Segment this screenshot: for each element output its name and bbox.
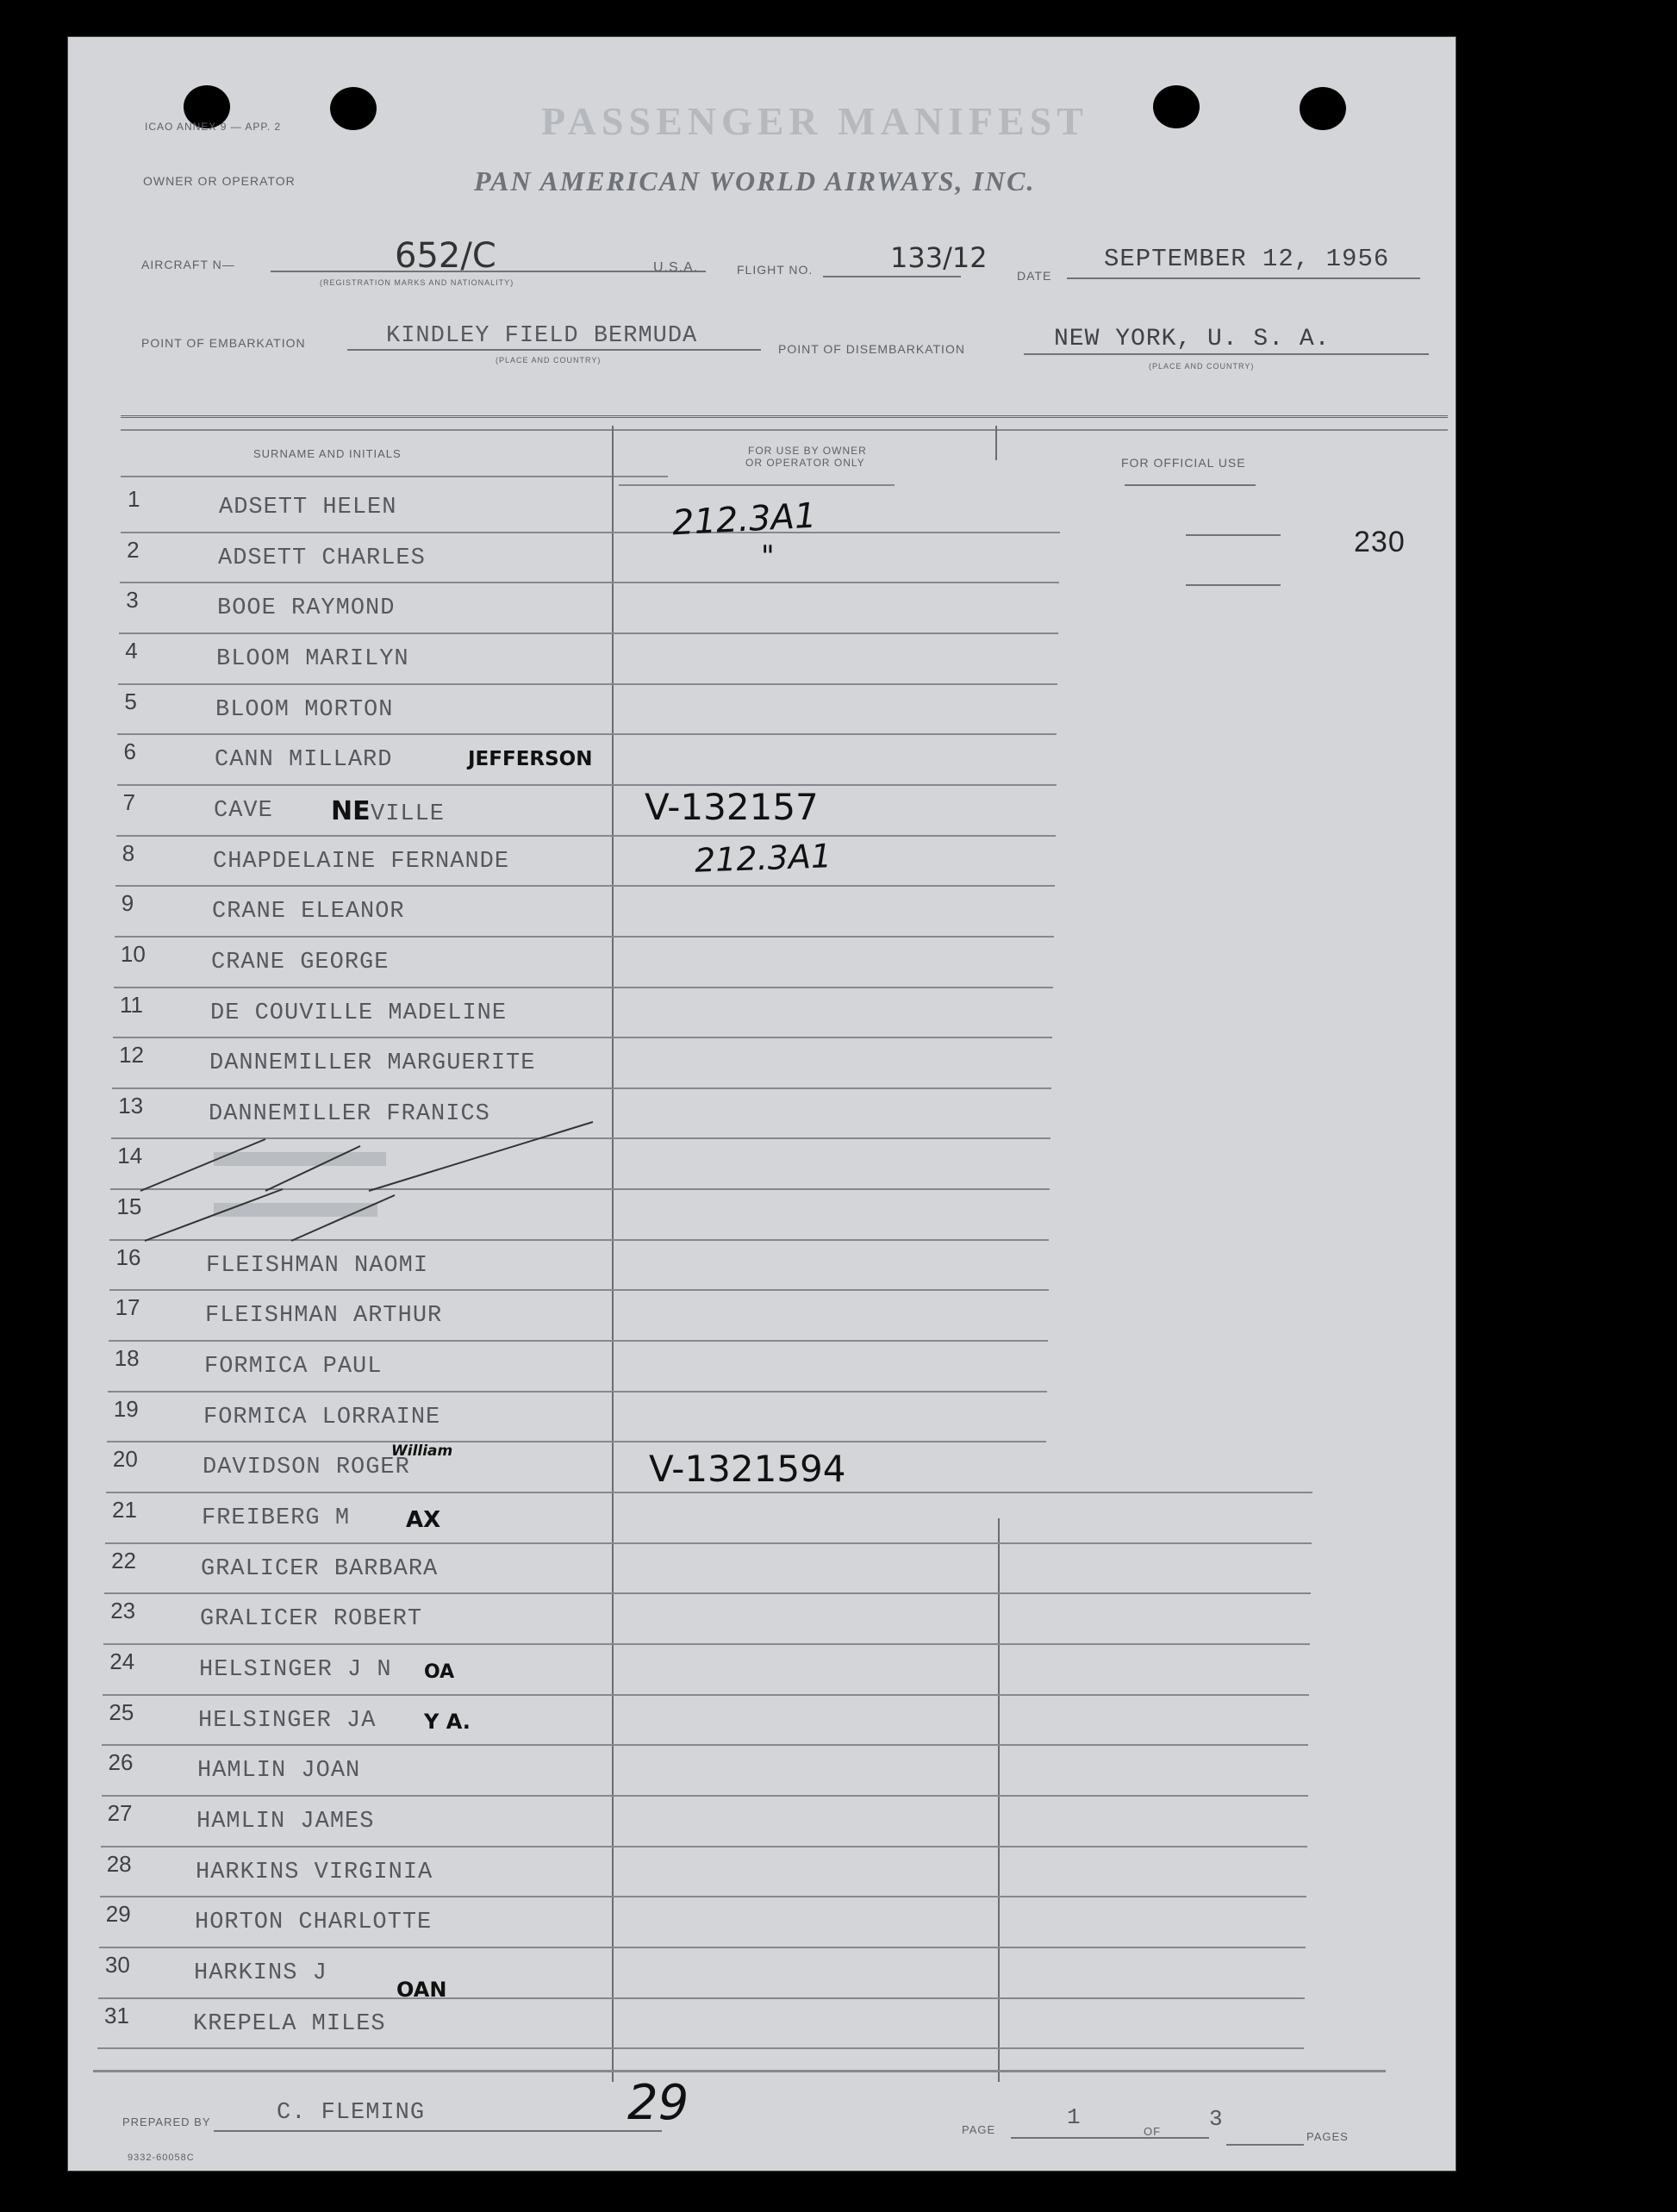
disembark-value: NEW YORK, U. S. A.: [1054, 326, 1331, 352]
passenger-name: BLOOM MORTON: [215, 696, 394, 723]
row-number: 4: [125, 637, 138, 664]
embark-caption: (PLACE AND COUNTRY): [496, 356, 602, 365]
handwritten-note-row7: V-132157: [645, 786, 819, 828]
row-rule: [100, 1896, 1306, 1897]
row-number: 5: [124, 688, 137, 714]
date-value: SEPTEMBER 12, 1956: [1104, 245, 1390, 273]
crossed-out-entries: [93, 1113, 627, 1243]
row-number: 29: [105, 1901, 131, 1928]
row-number: 23: [110, 1598, 136, 1624]
col-surname: SURNAME AND INITIALS: [253, 447, 402, 460]
handwritten-correction-row25: Y A.: [424, 1710, 471, 1734]
row-rule: [109, 1340, 1048, 1342]
row-number: 21: [112, 1497, 137, 1523]
flight-label: FLIGHT NO.: [737, 263, 814, 277]
disembark-caption: (PLACE AND COUNTRY): [1149, 362, 1255, 371]
handwritten-middle-name-row6: JEFFERSON: [468, 748, 593, 770]
passenger-name: ADSETT HELEN: [219, 495, 397, 520]
page-value: 1: [1067, 2104, 1082, 2130]
owner-label: OWNER OR OPERATOR: [143, 174, 296, 188]
row-number: 1: [128, 486, 140, 512]
row-number: 9: [121, 890, 134, 917]
handwritten-correction-row30: OAN: [396, 1978, 447, 2002]
erased-name: [214, 1152, 386, 1166]
row-number: 30: [104, 1951, 130, 1978]
disembark-label: POINT OF DISEMBARKATION: [778, 342, 965, 356]
row-number: 18: [114, 1345, 140, 1372]
aircraft-label: AIRCRAFT N—: [141, 258, 235, 271]
passenger-name: CRANE ELEANOR: [212, 899, 405, 925]
row-number: 10: [120, 940, 146, 967]
row-number: 12: [119, 1042, 145, 1069]
form-code: ICAO ANNEX 9 — APP. 2: [145, 121, 282, 133]
passenger-name: FORMICA LORRAINE: [203, 1404, 441, 1430]
row-number: 27: [107, 1799, 133, 1826]
row-rule: [117, 784, 1057, 786]
row-rule: [116, 835, 1056, 837]
page-label: PAGE: [962, 2123, 996, 2136]
passenger-name: FORMICA PAUL: [204, 1354, 383, 1380]
row-rule: [121, 532, 1060, 533]
row-rule: [120, 582, 1059, 583]
row-rule: [113, 1037, 1052, 1038]
row-number: 22: [111, 1547, 137, 1573]
row-number: 31: [104, 2002, 129, 2028]
passenger-name: HARKINS J: [194, 1960, 327, 1986]
passenger-name: HARKINS VIRGINIA: [196, 1859, 433, 1885]
passenger-name: DANNEMILLER MARGUERITE: [209, 1050, 536, 1077]
row-rule: [119, 632, 1058, 634]
row-rule: [106, 1492, 1312, 1493]
handwritten-over-row20: William: [391, 1442, 453, 1460]
date-label: DATE: [1017, 269, 1052, 283]
col-official: FOR OFFICIAL USE: [1121, 456, 1246, 470]
row-number: 2: [127, 536, 140, 563]
passenger-name: BOOE RAYMOND: [217, 595, 396, 622]
row-rule: [104, 1592, 1311, 1594]
row-rule: [102, 1795, 1308, 1797]
punch-hole: [330, 87, 377, 130]
row-number: 28: [106, 1850, 132, 1877]
passenger-name: DE COUVILLE MADELINE: [210, 1000, 508, 1026]
row-number: 7: [122, 788, 136, 815]
row-number: 14: [117, 1143, 143, 1169]
row-number: 24: [109, 1648, 135, 1674]
row-number: 11: [120, 991, 143, 1018]
embark-label: POINT OF EMBARKATION: [141, 336, 306, 350]
row-rule: [101, 1846, 1307, 1847]
row-number: 16: [115, 1243, 141, 1270]
row-rule: [103, 1643, 1310, 1645]
aircraft-value: 652/C: [395, 236, 496, 276]
handwritten-note-row8: 212.3A1: [694, 837, 832, 880]
passenger-name: HELSINGER J N: [199, 1656, 392, 1683]
row-number: 25: [109, 1698, 134, 1725]
passenger-name: FREIBERG M: [202, 1505, 351, 1531]
passenger-name: DANNEMILLER FRANICS: [209, 1100, 490, 1127]
embark-value: KINDLEY FIELD BERMUDA: [386, 323, 698, 349]
handwritten-footer-number: 29: [627, 2075, 689, 2131]
col-owner-use-2: OR OPERATOR ONLY: [745, 457, 865, 469]
passenger-name: HAMLIN JAMES: [196, 1808, 375, 1835]
passenger-name: FLEISHMAN NAOMI: [206, 1252, 429, 1279]
row-number: 26: [108, 1749, 134, 1776]
row-rule: [99, 1947, 1306, 1948]
row-rule: [117, 733, 1057, 735]
owner-value: PAN AMERICAN WORLD AIRWAYS, INC.: [474, 165, 1036, 196]
row-rule: [108, 1391, 1047, 1393]
row-number: 19: [113, 1395, 139, 1422]
row-rule: [98, 1997, 1305, 1999]
handwritten-correction-row24: OA: [424, 1661, 455, 1683]
passenger-name: BLOOM MARILYN: [216, 645, 409, 672]
handwritten-correction-row7: NE: [331, 796, 371, 826]
row-number: 8: [122, 839, 135, 866]
row-number: 20: [112, 1446, 138, 1473]
handwritten-note-row20: V-1321594: [649, 1448, 846, 1490]
typed-name-row7: VILLE: [371, 801, 446, 827]
row-rule: [118, 683, 1057, 685]
handwritten-ditto-row2: ": [761, 539, 775, 574]
passenger-name: HORTON CHARLOTTE: [195, 1910, 433, 1936]
of-label: OF: [1144, 2125, 1162, 2138]
aircraft-caption: (REGISTRATION MARKS AND NATIONALITY): [320, 278, 514, 287]
passenger-name: HELSINGER JA: [198, 1707, 377, 1734]
row-rule: [114, 987, 1053, 988]
usa-label: U.S.A.: [653, 260, 699, 275]
form-title: PASSENGER MANIFEST: [541, 99, 1088, 143]
passenger-name: DAVIDSON ROGER: [203, 1455, 410, 1481]
row-rule: [102, 1744, 1308, 1746]
handwritten-correction-row21: AX: [406, 1507, 441, 1533]
row-rule: [103, 1694, 1309, 1696]
form-stock-code: 9332-60058C: [128, 2153, 195, 2163]
row-rule: [115, 936, 1054, 938]
col-owner-use-1: FOR USE BY OWNER: [748, 445, 867, 457]
manifest-sheet: [67, 36, 1456, 2171]
passenger-name: ADSETT CHARLES: [218, 545, 426, 571]
row-rule: [97, 2047, 1304, 2049]
prepared-value: C. FLEMING: [277, 2100, 426, 2126]
official-number: 230: [1354, 526, 1406, 558]
passenger-name: GRALICER ROBERT: [200, 1606, 423, 1633]
passenger-name: CANN MILLARD: [215, 747, 393, 774]
row-rule: [115, 885, 1055, 887]
pages-label: PAGES: [1306, 2130, 1349, 2143]
passenger-name: CHAPDELAINE FERNANDE: [213, 848, 510, 875]
handwritten-note-row1: 212.3A1: [670, 495, 818, 544]
row-rule: [107, 1441, 1046, 1442]
row-number: 17: [115, 1294, 140, 1321]
row-number: 3: [126, 587, 139, 614]
passenger-name: GRALICER BARBARA: [201, 1555, 439, 1582]
punch-hole: [1300, 87, 1346, 130]
punch-hole: [1153, 85, 1200, 128]
strike-line: [369, 1122, 593, 1191]
passenger-name: FLEISHMAN ARTHUR: [205, 1303, 443, 1330]
row-rule: [112, 1087, 1051, 1089]
row-number: 13: [118, 1092, 144, 1118]
passenger-name: HAMLIN JOAN: [197, 1758, 361, 1785]
row-number: 6: [123, 738, 136, 765]
flight-value: 133/12: [890, 241, 988, 274]
row-rule: [109, 1289, 1049, 1291]
row-number: 15: [116, 1193, 142, 1220]
prepared-label: PREPARED BY: [122, 2115, 211, 2128]
passenger-name: CAVE: [214, 797, 273, 824]
row-rule: [105, 1542, 1312, 1544]
strike-line: [291, 1195, 395, 1241]
passenger-name: CRANE GEORGE: [211, 949, 390, 975]
of-value: 3: [1209, 2106, 1224, 2132]
passenger-name: KREPELA MILES: [193, 2010, 386, 2037]
